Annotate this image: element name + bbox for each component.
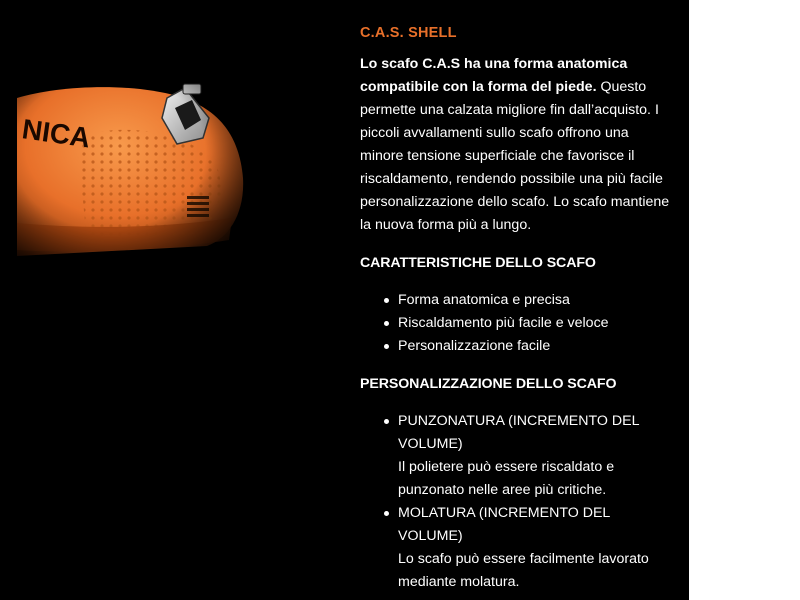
list-item: Personalizzazione facile [382,335,675,358]
list-item [382,410,675,502]
list-item [382,502,675,594]
boot-shell-illustration [17,78,247,263]
description-content [360,22,675,594]
customization-list [360,410,675,594]
customization-item-title: MOLATURA (INCREMENTO DEL VOLUME) [398,505,610,544]
customization-item-desc: Lo scafo può essere facilmente lavorato mediante molatura. [398,551,649,590]
list-item: Riscaldamento più facile e veloce [382,312,675,335]
list-item: Forma anatomica e precisa [382,289,675,312]
section-title: C.A.S. SHELL [360,25,457,41]
features-list [360,289,675,358]
customization-heading: PERSONALIZZAZIONE DELLO SCAFO [360,376,617,392]
features-heading: CARATTERISTICHE DELLO SCAFO [360,255,596,271]
intro-paragraph [360,53,675,237]
boot-shell-image [17,78,247,263]
intro-text: Questo permette una calzata migliore fin dall’acquisto. I piccoli avvallamenti sullo scafo offrono una minore tensione superficiale che favorisce il riscaldamento, rendendo possibile una più facile personalizzazione dello scafo. Lo scafo mantiene la nuova forma più a lungo. [360,79,670,233]
intro-bold-text: Lo scafo C.A.S ha una forma anatomica compatibile con la forma del piede. [360,56,628,95]
customization-item-desc: Il polietere può essere riscaldato e punzonato nelle aree più critiche. [398,459,615,498]
customization-item-title: PUNZONATURA (INCREMENTO DEL VOLUME) [398,413,639,452]
